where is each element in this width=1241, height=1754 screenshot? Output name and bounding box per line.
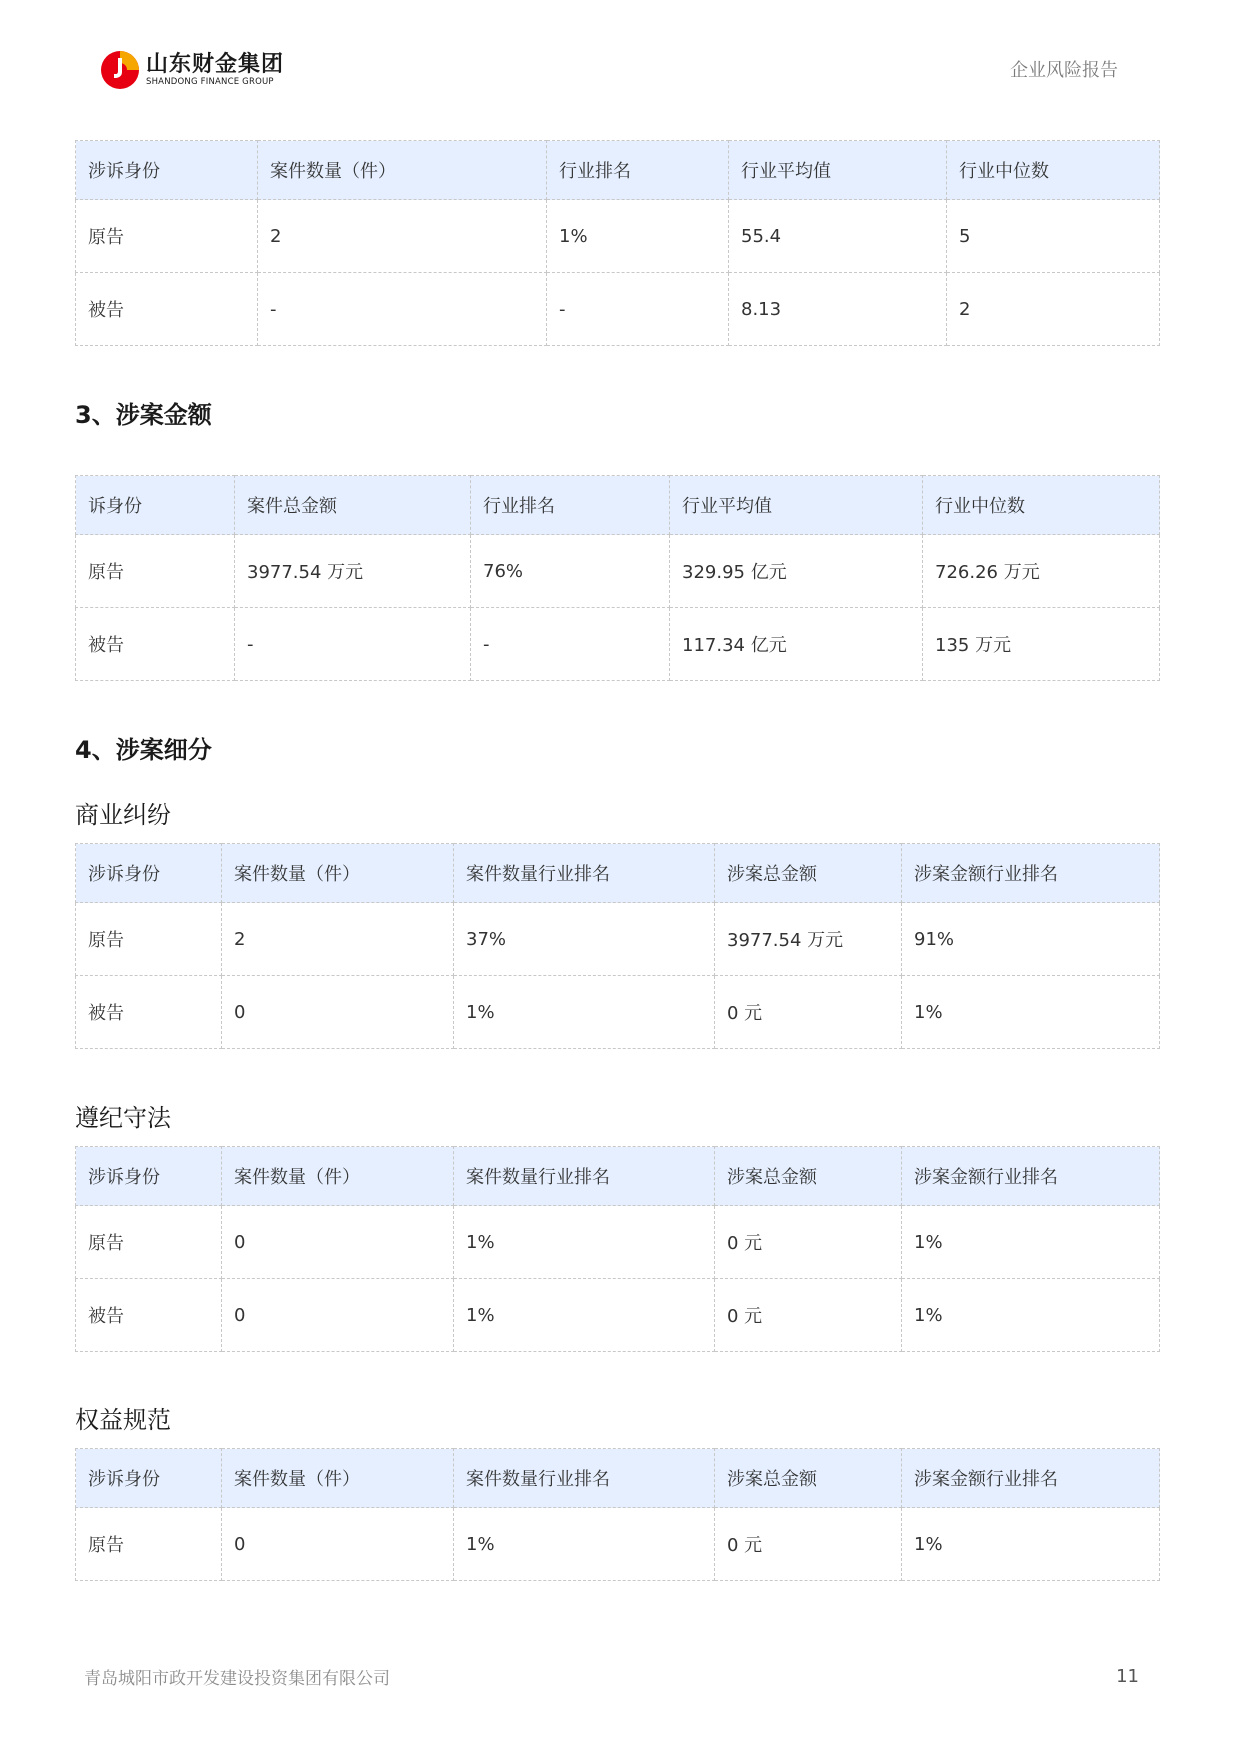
header-cell: 案件数量行业排名 bbox=[454, 844, 715, 903]
header-cell: 案件数量（件） bbox=[222, 844, 454, 903]
header-cell: 涉案总金额 bbox=[715, 844, 902, 903]
header-cell: 涉案总金额 bbox=[715, 1449, 902, 1508]
table-header-row bbox=[76, 1449, 1160, 1508]
table-row bbox=[76, 1206, 1160, 1279]
table-cell: - bbox=[547, 273, 729, 346]
rights-norms-table bbox=[75, 1448, 1160, 1581]
document-type: 企业风险报告 bbox=[1010, 60, 1118, 81]
header-cell: 涉案金额行业排名 bbox=[902, 1449, 1160, 1508]
table-row bbox=[76, 273, 1160, 346]
table-header-row bbox=[76, 844, 1160, 903]
section-title-breakdown: 4、涉案细分 bbox=[75, 736, 212, 764]
header-cell: 案件数量行业排名 bbox=[454, 1147, 715, 1206]
table-cell: 726.26 万元 bbox=[923, 535, 1160, 608]
header-cell: 案件总金额 bbox=[235, 476, 471, 535]
commercial-dispute-table bbox=[75, 843, 1160, 1049]
header-cell: 涉案金额行业排名 bbox=[902, 844, 1160, 903]
header-cell: 行业平均值 bbox=[670, 476, 923, 535]
table-cell: 0 元 bbox=[715, 1206, 902, 1279]
table-cell: - bbox=[258, 273, 547, 346]
table-cell: 1% bbox=[547, 200, 729, 273]
header-cell: 行业平均值 bbox=[729, 141, 947, 200]
table-cell: 91% bbox=[902, 903, 1160, 976]
header-cell: 行业排名 bbox=[471, 476, 670, 535]
table-cell: 0 元 bbox=[715, 976, 902, 1049]
table-cell: 76% bbox=[471, 535, 670, 608]
table-cell: 135 万元 bbox=[923, 608, 1160, 681]
header-cell: 行业排名 bbox=[547, 141, 729, 200]
table-cell: 2 bbox=[947, 273, 1160, 346]
table-cell: 1% bbox=[454, 1508, 715, 1581]
subsection-title-compliance: 遵纪守法 bbox=[75, 1104, 171, 1132]
logo-name-cn: 山东财金集团 bbox=[146, 51, 285, 77]
header-cell: 案件数量（件） bbox=[258, 141, 547, 200]
header-cell: 涉案金额行业排名 bbox=[902, 1147, 1160, 1206]
table-cell: 1% bbox=[454, 1206, 715, 1279]
company-logo bbox=[100, 50, 284, 90]
page-number: 11 bbox=[1116, 1666, 1139, 1687]
table-cell: 0 bbox=[222, 976, 454, 1049]
footer-company-name: 青岛城阳市政开发建设投资集团有限公司 bbox=[84, 1669, 390, 1689]
table-cell: 2 bbox=[222, 903, 454, 976]
table-cell: 5 bbox=[947, 200, 1160, 273]
table-cell: 1% bbox=[902, 1279, 1160, 1352]
subsection-title-commercial: 商业纠纷 bbox=[75, 801, 171, 829]
role-count-table bbox=[75, 140, 1160, 346]
table-cell: 被告 bbox=[76, 273, 258, 346]
header-cell: 涉诉身份 bbox=[76, 844, 222, 903]
table-cell: 原告 bbox=[76, 903, 222, 976]
table-cell: - bbox=[235, 608, 471, 681]
table-cell: 2 bbox=[258, 200, 547, 273]
table-row bbox=[76, 1279, 1160, 1352]
subsection-title-rights: 权益规范 bbox=[75, 1406, 171, 1434]
header-cell: 诉身份 bbox=[76, 476, 235, 535]
table-cell: 被告 bbox=[76, 976, 222, 1049]
header-cell: 涉诉身份 bbox=[76, 1147, 222, 1206]
table-cell: 3977.54 万元 bbox=[235, 535, 471, 608]
header-cell: 案件数量行业排名 bbox=[454, 1449, 715, 1508]
table-cell: 被告 bbox=[76, 1279, 222, 1352]
table-cell: 329.95 亿元 bbox=[670, 535, 923, 608]
header-cell: 涉案总金额 bbox=[715, 1147, 902, 1206]
table-row bbox=[76, 1508, 1160, 1581]
table-cell: 原告 bbox=[76, 535, 235, 608]
header-cell: 涉诉身份 bbox=[76, 1449, 222, 1508]
table-cell: 55.4 bbox=[729, 200, 947, 273]
table-row bbox=[76, 976, 1160, 1049]
table-cell: 1% bbox=[454, 976, 715, 1049]
header-cell: 涉诉身份 bbox=[76, 141, 258, 200]
table-cell: 1% bbox=[902, 976, 1160, 1049]
table-row bbox=[76, 535, 1160, 608]
table-header-row bbox=[76, 476, 1160, 535]
table-cell: 被告 bbox=[76, 608, 235, 681]
header-cell: 行业中位数 bbox=[947, 141, 1160, 200]
table-cell: 3977.54 万元 bbox=[715, 903, 902, 976]
table-row bbox=[76, 608, 1160, 681]
table-header-row bbox=[76, 1147, 1160, 1206]
header-cell: 案件数量（件） bbox=[222, 1449, 454, 1508]
case-amount-table bbox=[75, 475, 1160, 681]
table-cell: 37% bbox=[454, 903, 715, 976]
logo-mark-icon bbox=[100, 50, 140, 90]
table-cell: 原告 bbox=[76, 1206, 222, 1279]
table-cell: 原告 bbox=[76, 200, 258, 273]
header-cell: 行业中位数 bbox=[923, 476, 1160, 535]
table-cell: 0 元 bbox=[715, 1508, 902, 1581]
table-row bbox=[76, 903, 1160, 976]
table-cell: 原告 bbox=[76, 1508, 222, 1581]
page-header bbox=[0, 0, 1241, 110]
header-cell: 案件数量（件） bbox=[222, 1147, 454, 1206]
table-cell: 117.34 亿元 bbox=[670, 608, 923, 681]
table-cell: - bbox=[471, 608, 670, 681]
compliance-table bbox=[75, 1146, 1160, 1352]
logo-name-en: SHANDONG FINANCE GROUP bbox=[146, 76, 274, 87]
section-title-amount: 3、涉案金额 bbox=[75, 401, 212, 429]
table-cell: 8.13 bbox=[729, 273, 947, 346]
table-row bbox=[76, 200, 1160, 273]
table-cell: 0 元 bbox=[715, 1279, 902, 1352]
table-cell: 1% bbox=[454, 1279, 715, 1352]
table-cell: 1% bbox=[902, 1206, 1160, 1279]
table-header-row bbox=[76, 141, 1160, 200]
table-cell: 1% bbox=[902, 1508, 1160, 1581]
table-cell: 0 bbox=[222, 1508, 454, 1581]
table-cell: 0 bbox=[222, 1206, 454, 1279]
table-cell: 0 bbox=[222, 1279, 454, 1352]
